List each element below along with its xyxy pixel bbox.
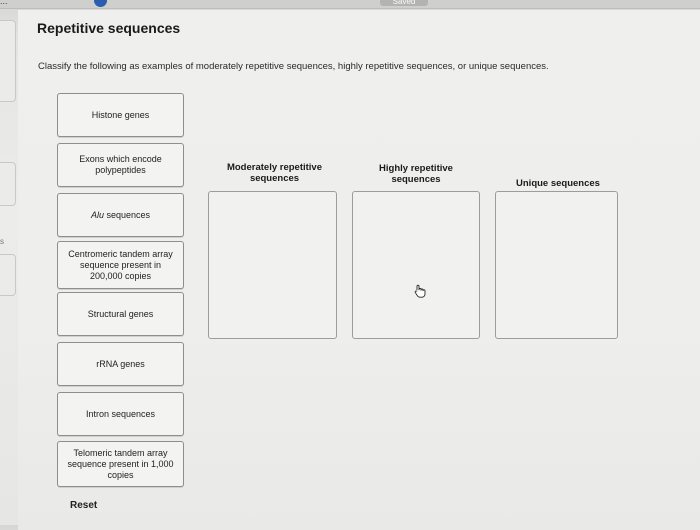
saved-badge: Saved — [380, 0, 428, 6]
top-bar — [0, 0, 700, 9]
drop-zone-unique[interactable] — [495, 191, 618, 339]
card-label: Intron sequences — [85, 408, 156, 419]
card-label: Alu sequences — [90, 209, 151, 220]
drag-card-structural-genes[interactable] — [57, 292, 184, 336]
app-logo-icon[interactable] — [94, 0, 107, 7]
zone-label-highly-repetitive: Highly repetitive sequences — [379, 163, 453, 185]
top-bar-text: ... — [0, 0, 8, 6]
instructions-text: Classify the following as examples of moderately repetitive sequences, highly repetitive sequences, or unique sequences. — [38, 61, 549, 72]
left-nav-stub-top[interactable] — [0, 20, 16, 102]
zone-label-moderately-repetitive: Moderately repetitive sequences — [226, 162, 323, 184]
drag-card-rrna-genes[interactable] — [57, 342, 184, 386]
card-label: Structural genes — [87, 308, 154, 319]
left-nav-partial-label: s — [0, 237, 4, 246]
page-title: Repetitive sequences — [37, 20, 181, 36]
drag-card-intron-sequences[interactable] — [57, 392, 184, 436]
drag-card-histone-genes[interactable] — [57, 93, 184, 137]
left-nav-stub-bottom[interactable] — [0, 254, 16, 296]
drag-card-telomeric-tandem[interactable] — [57, 441, 184, 487]
zone-label-unique: Unique sequences — [516, 178, 600, 189]
drop-zone-highly-repetitive[interactable] — [352, 191, 480, 339]
reset-button[interactable]: Reset — [70, 500, 98, 511]
card-label: Exons which encode polypeptides — [79, 154, 162, 175]
left-nav-stub-middle[interactable] — [0, 162, 16, 206]
card-label: Telomeric tandem array sequence present in 1,000 copies — [67, 447, 174, 480]
card-label: Centromeric tandem array sequence present in 200,000 copies — [68, 248, 173, 281]
drag-card-centromeric-tandem[interactable] — [57, 241, 184, 289]
drag-card-exons[interactable] — [57, 143, 184, 187]
hand-pointer-icon — [413, 284, 427, 298]
drag-card-alu-sequences[interactable] — [57, 193, 184, 237]
card-label: Histone genes — [91, 109, 150, 120]
drop-zone-moderately-repetitive[interactable] — [208, 191, 337, 339]
card-label: rRNA genes — [96, 358, 145, 369]
